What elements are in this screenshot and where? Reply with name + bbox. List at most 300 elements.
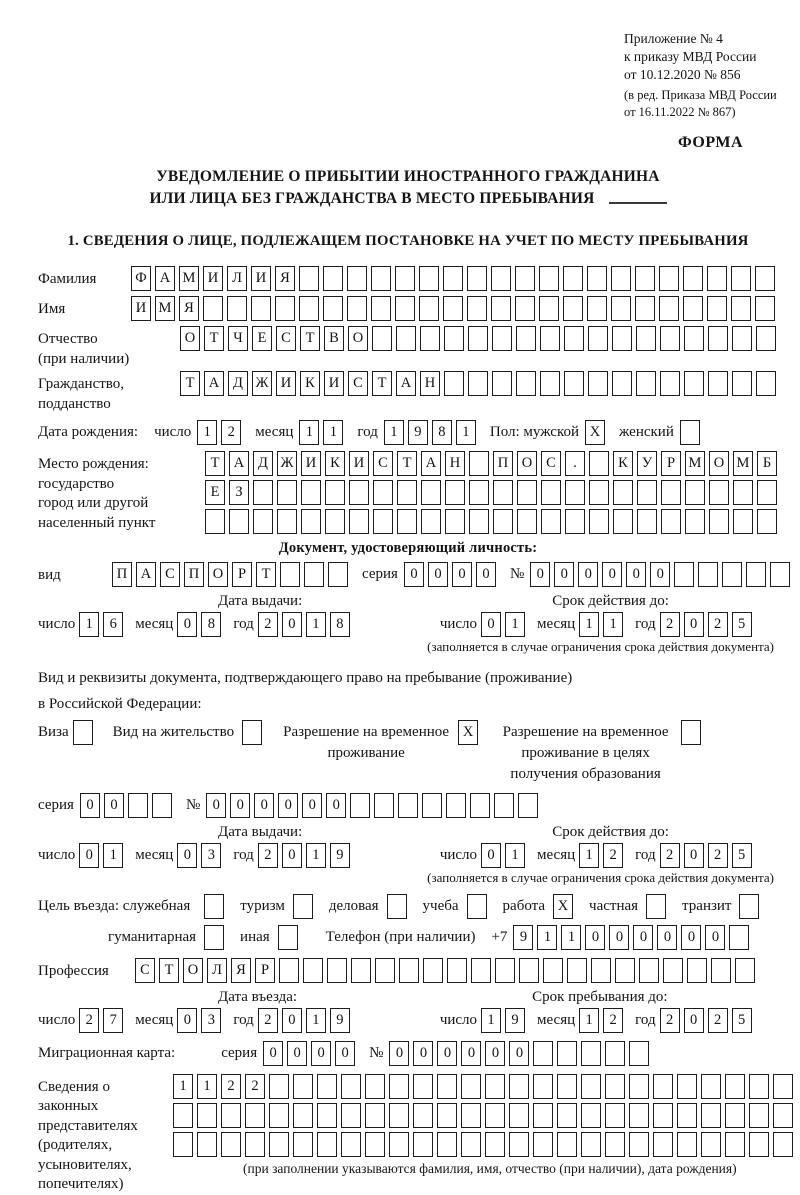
char-box: Т <box>180 371 200 396</box>
char-box <box>351 958 371 983</box>
char-box <box>541 509 561 534</box>
business-checkbox <box>387 894 411 919</box>
char-box: З <box>229 480 249 505</box>
char-box: 2 <box>660 1008 680 1033</box>
char-box <box>533 1041 553 1066</box>
type-residence-permit: Вид на жительство <box>113 720 266 745</box>
char-box <box>749 1074 769 1099</box>
char-box: 2 <box>660 843 680 868</box>
char-box <box>492 326 512 351</box>
char-box <box>563 266 583 291</box>
char-box <box>687 958 707 983</box>
char-box: С <box>135 958 155 983</box>
char-box: X <box>458 720 478 745</box>
expiry-year-boxes <box>660 843 756 868</box>
char-box: П <box>493 451 513 476</box>
char-box: 3 <box>201 1008 221 1033</box>
char-box <box>581 1041 601 1066</box>
char-box: 2 <box>660 612 680 637</box>
char-box <box>509 1132 529 1157</box>
char-box: Т <box>256 562 276 587</box>
birth-day-boxes <box>197 420 245 445</box>
char-box: П <box>184 562 204 587</box>
char-box <box>725 1074 745 1099</box>
char-box <box>709 480 729 505</box>
char-box: 9 <box>408 420 428 445</box>
birth-year-boxes <box>384 420 480 445</box>
char-box <box>373 480 393 505</box>
char-box: 1 <box>537 925 557 950</box>
char-box <box>491 266 511 291</box>
char-box: 0 <box>311 1041 331 1066</box>
identity-expiry-date: число 0 1 месяц 1 1 год 2 0 2 5 <box>440 612 756 637</box>
field-birthplace <box>38 451 778 538</box>
char-box <box>757 480 777 505</box>
appendix-line: от 10.12.2020 № 856 <box>624 66 741 82</box>
type-visa: Виза <box>38 720 97 745</box>
char-box <box>757 509 777 534</box>
issue-date-heading: Дата выдачи: <box>218 593 303 610</box>
char-box <box>733 509 753 534</box>
char-box <box>708 371 728 396</box>
patronymic-label: Отчество (при наличии) <box>38 326 180 369</box>
char-box <box>468 371 488 396</box>
char-box <box>731 296 751 321</box>
birthplace-boxes <box>205 451 781 538</box>
field-profession <box>38 958 778 983</box>
char-box <box>422 793 442 818</box>
char-box: 2 <box>708 612 728 637</box>
birth-month-boxes <box>299 420 347 445</box>
phone-label: Телефон (при наличии) <box>325 928 476 945</box>
char-box: 0 <box>554 562 574 587</box>
char-box: 2 <box>708 843 728 868</box>
char-box <box>581 1132 601 1157</box>
char-box <box>557 1132 577 1157</box>
char-box: К <box>325 451 345 476</box>
residence-doc-date-headings <box>38 824 778 841</box>
entry-date-headings <box>38 989 778 1006</box>
issue-month-boxes <box>177 843 225 868</box>
number-word: № <box>185 796 201 813</box>
char-box <box>325 480 345 505</box>
char-box: 0 <box>326 793 346 818</box>
char-box <box>371 296 391 321</box>
section1-heading: 1. СВЕДЕНИЯ О ЛИЦЕ, ПОДЛЕЖАЩЕМ ПОСТАНОВКЕ НА УЧЕТ ПО МЕСТУ ПРЕБЫВАНИЯ <box>67 233 749 250</box>
char-box: А <box>204 371 224 396</box>
entry-month-boxes <box>177 1008 225 1033</box>
char-box <box>637 509 657 534</box>
char-box <box>398 793 418 818</box>
field-given-name <box>38 296 778 321</box>
char-box <box>515 266 535 291</box>
stay-until-heading: Срок пребывания до: <box>532 988 668 1005</box>
entry-dates <box>38 1008 778 1033</box>
identity-doc-note: (заполняется в случае ограничения срока действия документа) <box>427 639 774 655</box>
expiry-date-heading: Срок действия до: <box>552 593 669 610</box>
char-box <box>589 480 609 505</box>
char-box: О <box>348 326 368 351</box>
number-word: № <box>509 566 525 583</box>
char-box <box>732 326 752 351</box>
char-box <box>304 562 324 587</box>
char-box: С <box>541 451 561 476</box>
char-box <box>485 1132 505 1157</box>
char-box: 1 <box>481 1008 501 1033</box>
purpose-private: частная <box>577 894 670 919</box>
char-box <box>444 371 464 396</box>
char-box <box>280 562 300 587</box>
char-box: 0 <box>404 562 424 587</box>
char-box <box>677 1132 697 1157</box>
char-box <box>399 958 419 983</box>
char-box: 0 <box>509 1041 529 1066</box>
sex-female-label: женский <box>619 424 674 441</box>
char-box <box>350 793 370 818</box>
char-box <box>328 562 348 587</box>
char-box <box>204 894 224 919</box>
char-box <box>636 371 656 396</box>
char-box <box>245 1103 265 1128</box>
birth-date-label: Дата рождения: <box>38 424 139 441</box>
char-box: 2 <box>708 1008 728 1033</box>
char-box: Р <box>232 562 252 587</box>
char-box <box>581 1074 601 1099</box>
title-line-2: ИЛИ ЛИЦА БЕЗ ГРАЖДАНСТВА В МЕСТО ПРЕБЫВАНИЯ <box>38 188 778 211</box>
char-box <box>467 266 487 291</box>
char-box <box>605 1041 625 1066</box>
char-box <box>372 326 392 351</box>
char-box <box>323 296 343 321</box>
char-box: М <box>733 451 753 476</box>
char-box: Т <box>397 451 417 476</box>
char-box: 2 <box>221 1074 241 1099</box>
work-checkbox <box>553 894 577 919</box>
char-box <box>365 1132 385 1157</box>
char-box: Т <box>205 451 225 476</box>
char-box: . <box>565 451 585 476</box>
birthplace-line2 <box>205 480 781 505</box>
char-box: Я <box>179 296 199 321</box>
char-box: 0 <box>684 612 704 637</box>
char-box <box>387 894 407 919</box>
char-box <box>661 509 681 534</box>
char-box <box>540 326 560 351</box>
char-box: О <box>709 451 729 476</box>
char-box <box>739 894 759 919</box>
purpose-humanitarian: гуманитарная <box>108 925 228 950</box>
char-box <box>653 1074 673 1099</box>
char-box: 1 <box>306 1008 326 1033</box>
char-box <box>341 1132 361 1157</box>
char-box <box>663 958 683 983</box>
issue-month-boxes <box>177 612 225 637</box>
expiry-day-boxes <box>481 843 529 868</box>
month-word: месяц <box>255 424 294 441</box>
char-box <box>732 371 752 396</box>
char-box <box>227 296 247 321</box>
stay-until-date: число 1 9 месяц 1 2 год 2 0 2 5 <box>440 1008 756 1033</box>
char-box <box>467 894 487 919</box>
char-box <box>517 509 537 534</box>
type-temporary-residence: Разрешение на временное проживание X <box>282 720 482 764</box>
char-box: 1 <box>505 612 525 637</box>
doc-kind-boxes <box>112 562 352 587</box>
char-box <box>756 326 776 351</box>
char-box <box>317 1103 337 1128</box>
char-box: Ж <box>252 371 272 396</box>
field-legal-representatives <box>38 1074 778 1195</box>
char-box <box>494 793 514 818</box>
char-box <box>468 326 488 351</box>
char-box <box>684 371 704 396</box>
legal-reps-line3 <box>173 1132 797 1157</box>
char-box <box>515 296 535 321</box>
char-box: 9 <box>330 1008 350 1033</box>
char-box <box>317 1132 337 1157</box>
char-box: Д <box>253 451 273 476</box>
char-box: Т <box>204 326 224 351</box>
humanitarian-checkbox <box>204 925 228 950</box>
char-box <box>349 509 369 534</box>
residence-intro-line1: Вид и реквизиты документа, подтверждающего право на пребывание (проживание) <box>38 670 573 687</box>
profession-boxes <box>135 958 759 983</box>
day-word: число <box>154 424 192 441</box>
char-box: Т <box>300 326 320 351</box>
char-box <box>683 296 703 321</box>
doc-kind-label: вид <box>38 567 61 584</box>
char-box <box>653 1103 673 1128</box>
title-line-1: УВЕДОМЛЕНИЕ О ПРИБЫТИИ ИНОСТРАННОГО ГРАЖДАНИНА <box>156 167 660 185</box>
series-word: серия <box>221 1044 258 1061</box>
char-box <box>277 480 297 505</box>
expiry-year-boxes <box>660 612 756 637</box>
given-name-boxes <box>131 296 779 321</box>
char-box <box>253 480 273 505</box>
char-box: Ж <box>277 451 297 476</box>
char-box <box>152 793 172 818</box>
char-box <box>293 1074 313 1099</box>
char-box: 1 <box>579 843 599 868</box>
char-box: 0 <box>80 793 100 818</box>
char-box <box>611 266 631 291</box>
entry-year-boxes <box>258 1008 354 1033</box>
char-box <box>203 296 223 321</box>
char-box <box>197 1103 217 1128</box>
char-box: 1 <box>197 1074 217 1099</box>
profession-label: Профессия <box>38 962 109 979</box>
char-box: 0 <box>389 1041 409 1066</box>
issue-day-boxes <box>79 612 127 637</box>
char-box <box>588 371 608 396</box>
char-box <box>395 296 415 321</box>
char-box <box>443 266 463 291</box>
char-box <box>770 562 790 587</box>
char-box: 0 <box>177 612 197 637</box>
char-box: 0 <box>263 1041 283 1066</box>
doc-number-boxes <box>530 562 794 587</box>
char-box: И <box>324 371 344 396</box>
char-box <box>605 1132 625 1157</box>
char-box <box>389 1132 409 1157</box>
type-temporary-residence-education: Разрешение на временное проживание в целях получения образования <box>498 720 705 785</box>
char-box <box>278 925 298 950</box>
field-migration-card <box>38 1041 778 1066</box>
identity-doc-dates <box>38 612 778 637</box>
citizenship-label: Гражданство, подданство <box>38 371 180 414</box>
char-box <box>421 509 441 534</box>
char-box <box>605 1074 625 1099</box>
char-box <box>708 326 728 351</box>
char-box <box>437 1074 457 1099</box>
char-box: И <box>131 296 151 321</box>
field-birth-date <box>38 420 778 445</box>
char-box <box>773 1074 793 1099</box>
char-box <box>205 509 225 534</box>
sex-male-checkbox <box>585 420 609 445</box>
char-box <box>469 509 489 534</box>
char-box: 0 <box>585 925 605 950</box>
char-box <box>471 958 491 983</box>
number-word: № <box>369 1044 384 1061</box>
char-box: И <box>251 266 271 291</box>
char-box <box>437 1103 457 1128</box>
char-box <box>701 1132 721 1157</box>
revision-line: (в ред. Приказа МВД России <box>624 88 777 103</box>
char-box: П <box>112 562 132 587</box>
char-box: 0 <box>650 562 670 587</box>
char-box: А <box>155 266 175 291</box>
char-box: Н <box>445 451 465 476</box>
char-box: И <box>203 266 223 291</box>
temporary-residence-checkbox <box>458 720 482 745</box>
legal-reps-boxes <box>138 1074 797 1178</box>
char-box: 8 <box>330 612 350 637</box>
char-box <box>509 1103 529 1128</box>
char-box <box>421 480 441 505</box>
char-box <box>749 1132 769 1157</box>
field-surname <box>38 266 778 291</box>
residence-doc-note: (заполняется в случае ограничения срока действия документа) <box>427 869 774 885</box>
char-box: С <box>373 451 393 476</box>
legal-reps-line1 <box>173 1074 797 1099</box>
char-box <box>470 793 490 818</box>
char-box: 0 <box>657 925 677 950</box>
char-box <box>613 480 633 505</box>
char-box: А <box>229 451 249 476</box>
char-box <box>516 326 536 351</box>
char-box <box>565 509 585 534</box>
char-box <box>557 1074 577 1099</box>
char-box <box>563 296 583 321</box>
char-box: 0 <box>287 1041 307 1066</box>
char-box: 0 <box>254 793 274 818</box>
char-box: 1 <box>79 612 99 637</box>
char-box <box>469 480 489 505</box>
char-box <box>533 1132 553 1157</box>
char-box <box>711 958 731 983</box>
char-box <box>317 1074 337 1099</box>
char-box: 0 <box>413 1041 433 1066</box>
char-box <box>755 296 775 321</box>
char-box <box>509 1074 529 1099</box>
char-box <box>681 720 701 745</box>
char-box: О <box>183 958 203 983</box>
phone-prefix: +7 <box>491 928 508 945</box>
char-box: 9 <box>505 1008 525 1033</box>
char-box: В <box>324 326 344 351</box>
char-box: 1 <box>384 420 404 445</box>
char-box: 0 <box>335 1041 355 1066</box>
char-box <box>469 451 489 476</box>
char-box <box>467 296 487 321</box>
char-box <box>685 480 705 505</box>
residence-series-boxes <box>80 793 176 818</box>
char-box <box>445 509 465 534</box>
char-box: 2 <box>221 420 241 445</box>
char-box: 2 <box>258 612 278 637</box>
char-box: 0 <box>705 925 725 950</box>
char-box <box>567 958 587 983</box>
char-box: С <box>276 326 296 351</box>
char-box <box>491 296 511 321</box>
char-box <box>756 371 776 396</box>
char-box: 9 <box>330 843 350 868</box>
temporary-residence-education-checkbox <box>681 720 705 745</box>
char-box: Я <box>275 266 295 291</box>
birthplace-line1 <box>205 451 781 476</box>
char-box: 0 <box>684 843 704 868</box>
char-box <box>323 266 343 291</box>
char-box <box>539 296 559 321</box>
char-box: С <box>160 562 180 587</box>
purpose-work: работа X <box>491 894 578 919</box>
char-box <box>685 509 705 534</box>
purpose-other: иная <box>228 925 302 950</box>
purpose-tourism: туризм <box>228 894 317 919</box>
char-box: 9 <box>513 925 533 950</box>
char-box <box>221 1103 241 1128</box>
field-citizenship <box>38 371 778 414</box>
purpose-transit: транзит <box>670 894 763 919</box>
char-box <box>557 1041 577 1066</box>
char-box <box>443 296 463 321</box>
char-box: 2 <box>603 843 623 868</box>
char-box <box>629 1103 649 1128</box>
char-box: 1 <box>561 925 581 950</box>
char-box: Р <box>255 958 275 983</box>
char-box: 0 <box>104 793 124 818</box>
char-box <box>253 509 273 534</box>
char-box <box>564 326 584 351</box>
char-box <box>589 509 609 534</box>
char-box: 3 <box>201 843 221 868</box>
char-box <box>722 562 742 587</box>
char-box <box>437 1132 457 1157</box>
char-box: 1 <box>505 843 525 868</box>
citizenship-label-2: подданство <box>38 395 111 412</box>
char-box <box>293 1132 313 1157</box>
char-box: 8 <box>432 420 452 445</box>
char-box: О <box>180 326 200 351</box>
char-box <box>773 1132 793 1157</box>
char-box <box>197 1132 217 1157</box>
char-box: М <box>155 296 175 321</box>
char-box <box>229 509 249 534</box>
char-box: 6 <box>103 612 123 637</box>
char-box: 0 <box>282 843 302 868</box>
char-box <box>729 925 749 950</box>
